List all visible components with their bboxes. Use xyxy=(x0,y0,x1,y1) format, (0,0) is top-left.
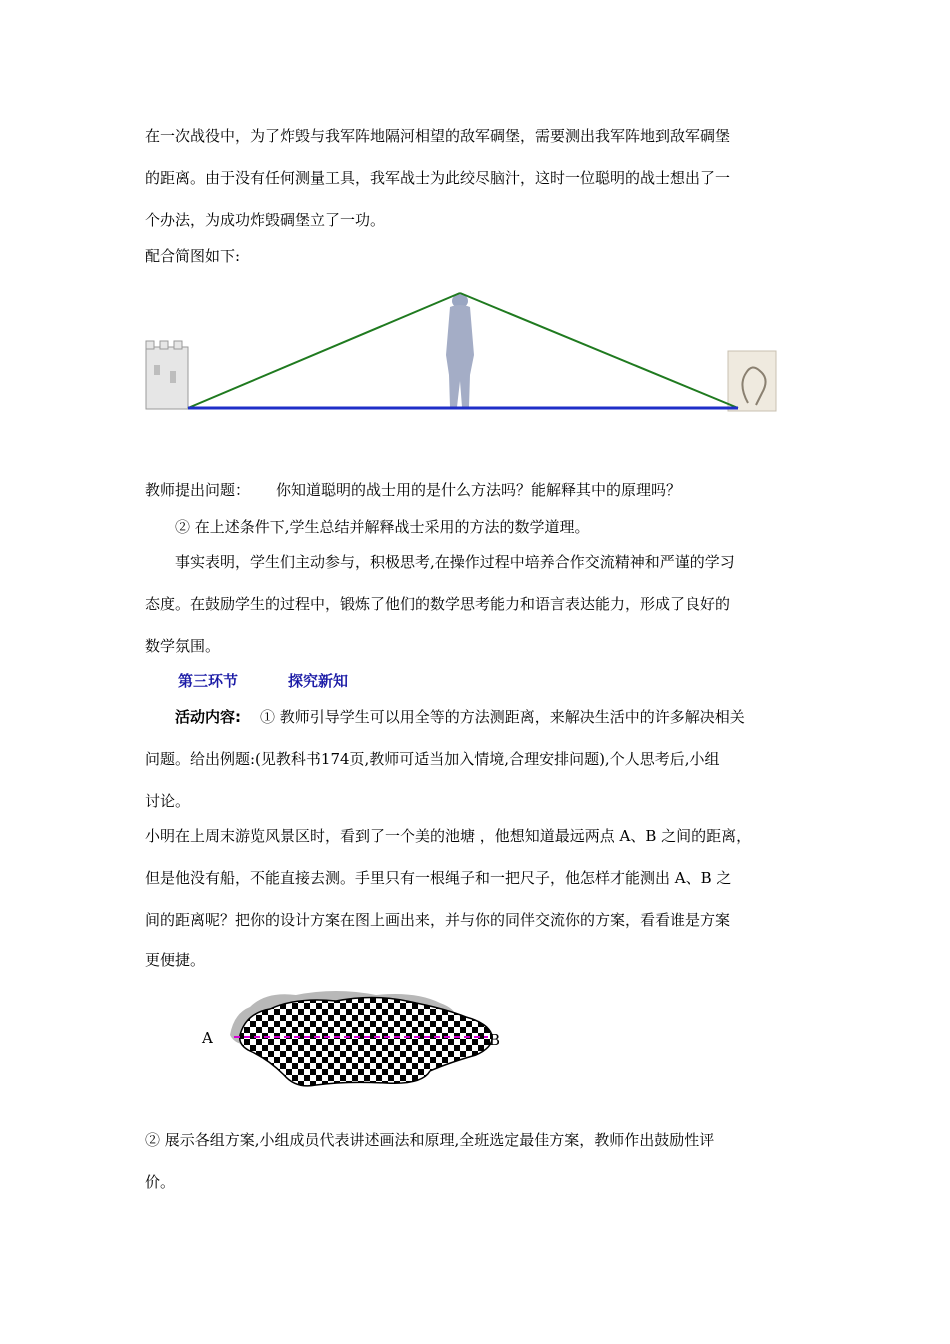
point-b-label: B xyxy=(489,1031,501,1049)
problem-line-3: 间的距离呢？把你的设计方案在图上画出来，并与你的同伴交流你的方案，看看谁是方案 xyxy=(145,911,731,929)
pond-figure xyxy=(226,985,526,1095)
section-heading-number: 第三环节 xyxy=(178,672,239,690)
figure-caption: 配合简图如下: xyxy=(145,247,241,265)
problem-line-4: 更便捷。 xyxy=(145,951,206,969)
intro-line-2: 的距离。由于没有任何测量工具，我军战士为此绞尽脑汁，这时一位聪明的战士想出了一 xyxy=(145,169,731,187)
intro-line-1: 在一次战役中，为了炸毁与我军阵地隔河相望的敌军碉堡，需要测出我军阵地到敌军碉堡 xyxy=(145,127,731,145)
soldier-icon xyxy=(446,294,474,407)
closing-line-2: 价。 xyxy=(145,1173,176,1191)
intro-line-3: 个办法，为成功炸毁碉堡立了一功。 xyxy=(145,211,386,229)
activity-line-1: ① 教师引导学生可以用全等的方法测距离，来解决生活中的许多解决相关 xyxy=(260,708,745,726)
fact-line-2: 态度。在鼓励学生的过程中，锻炼了他们的数学思考能力和语言表达能力，形成了良好的 xyxy=(145,595,731,613)
pond-shape xyxy=(240,997,492,1085)
triangle-figure xyxy=(142,285,782,415)
closing-line-1: ② 展示各组方案,小组成员代表讲述画法和原理,全班选定最佳方案，教师作出鼓励性评 xyxy=(145,1131,715,1149)
problem-line-2: 但是他没有船，不能直接去测。手里只有一根绳子和一把尺子，他怎样才能测出 A、B 之 xyxy=(145,869,732,887)
bunker-icon xyxy=(146,341,188,409)
activity-line-2: 问题。给出例题:(见教科书174页,教师可适当加入情境,合理安排问题),个人思考后,小组 xyxy=(145,750,720,768)
problem-line-1: 小明在上周末游览风景区时，看到了一个美的池塘 ，他想知道最远两点 A、B 之间的距离， xyxy=(145,827,752,845)
question-label: 教师提出问题： xyxy=(145,481,251,499)
activity-line-3: 讨论。 xyxy=(145,792,191,810)
summary-step-2: ② 在上述条件下,学生总结并解释战士采用的方法的数学道理。 xyxy=(175,518,590,536)
fact-line-3: 数学氛围。 xyxy=(145,637,221,655)
point-a-label: A xyxy=(202,1029,213,1047)
activity-label: 活动内容: xyxy=(175,708,241,726)
tree-icon xyxy=(728,351,776,411)
fact-line-1: 事实表明，学生们主动参与，积极思考,在操作过程中培养合作交流精神和严谨的学习 xyxy=(175,553,735,571)
question-text: 你知道聪明的战士用的是什么方法吗？能解释其中的原理吗？ xyxy=(276,481,682,499)
section-heading-title: 探究新知 xyxy=(288,672,349,690)
